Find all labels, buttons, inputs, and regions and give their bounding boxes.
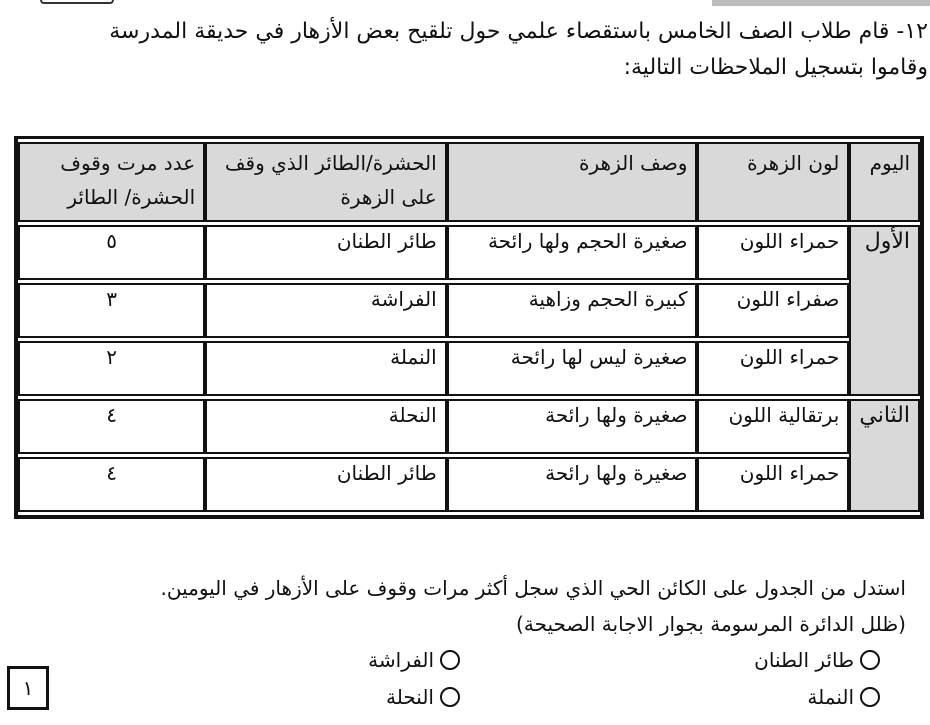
visitor-cell: طائر الطنان [205, 457, 447, 512]
flower-description-cell: صغيرة ولها رائحة [447, 457, 698, 512]
flower-color-cell: حمراء اللون [697, 341, 849, 396]
option-ant[interactable] [807, 685, 880, 709]
table-row [18, 457, 920, 512]
visit-count-cell: ٣ [18, 283, 205, 338]
flower-description-cell: صغيرة ولها رائحة [447, 399, 698, 454]
instruction-line-1: استدل من الجدول على الكائن الحي الذي سجل أكثر مرات وقوف على الأزهار في اليومين. [160, 576, 906, 600]
visit-count-cell: ٤ [18, 399, 205, 454]
header-flower-color: لون الزهرة [697, 142, 849, 222]
table-header-row [18, 142, 920, 222]
flower-description-cell: صغيرة الحجم ولها رائحة [447, 225, 698, 280]
flower-color-cell: برتقالية اللون [697, 399, 849, 454]
header-day: اليوم [849, 142, 920, 222]
option-label: النملة [807, 685, 854, 709]
radio-circle-icon[interactable] [860, 687, 880, 707]
observations-table [14, 136, 924, 519]
day-cell-first: الأول [849, 225, 920, 396]
flower-color-cell: صفراء اللون [697, 283, 849, 338]
instruction-line-2: (ظلل الدائرة المرسومة بجوار الاجابة الصحيحة) [516, 612, 906, 636]
radio-circle-icon[interactable] [440, 687, 460, 707]
flower-description-cell: صغيرة ليس لها رائحة [447, 341, 698, 396]
question-line-2: وقاموا بتسجيل الملاحظات التالية: [623, 55, 928, 80]
option-bee[interactable] [386, 685, 460, 709]
radio-circle-icon[interactable] [860, 650, 880, 670]
table-row [18, 225, 920, 280]
option-label: النحلة [386, 685, 434, 709]
table-row [18, 341, 920, 396]
score-box: ١ [7, 666, 49, 710]
header-flower-description: وصف الزهرة [447, 142, 698, 222]
visit-count-cell: ٥ [18, 225, 205, 280]
flower-color-cell: حمراء اللون [697, 225, 849, 280]
table-row [18, 283, 920, 338]
visit-count-cell: ٢ [18, 341, 205, 396]
radio-circle-icon[interactable] [440, 650, 460, 670]
header-visit-count: عدد مرت وقوف الحشرة/ الطائر [18, 142, 205, 222]
instruction-text [160, 570, 906, 642]
option-label: الفراشة [368, 648, 434, 672]
flower-description-cell: كبيرة الحجم وزاهية [447, 283, 698, 338]
visit-count-cell: ٤ [18, 457, 205, 512]
header-visitor: الحشرة/الطائر الذي وقف على الزهرة [205, 142, 447, 222]
option-butterfly[interactable] [368, 648, 460, 672]
table-row [18, 399, 920, 454]
visitor-cell: الفراشة [205, 283, 447, 338]
top-tab-decoration [40, 0, 114, 4]
option-label: طائر الطنان [754, 648, 854, 672]
option-hummingbird[interactable] [754, 648, 880, 672]
day-cell-second: الثاني [849, 399, 920, 512]
visitor-cell: طائر الطنان [205, 225, 447, 280]
visitor-cell: النحلة [205, 399, 447, 454]
question-line-1: ١٢- قام طلاب الصف الخامس باستقصاء علمي حول تلقيح بعض الأزهار في حديقة المدرسة [109, 19, 928, 44]
visitor-cell: النملة [205, 341, 447, 396]
top-bar-decoration [712, 0, 930, 6]
flower-color-cell: حمراء اللون [697, 457, 849, 512]
question-text [8, 14, 928, 86]
